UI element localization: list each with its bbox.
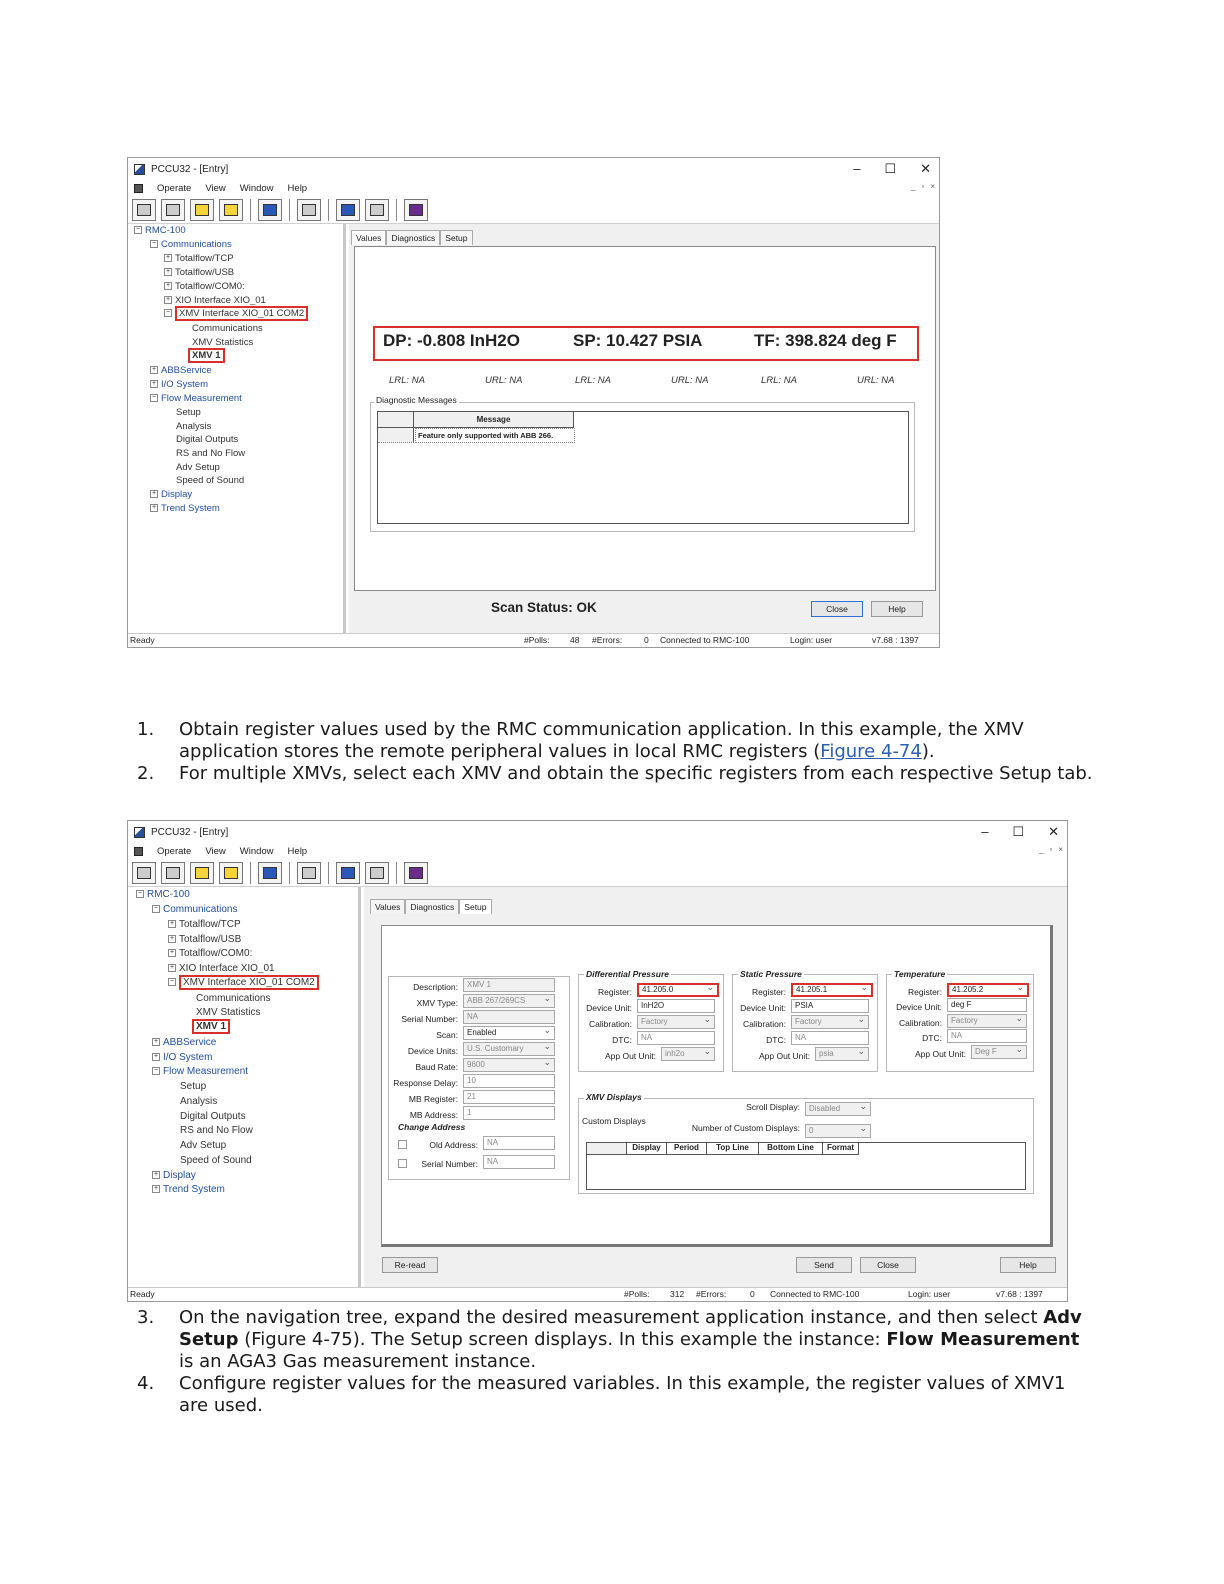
status-polls-label: #Polls: [624,1289,650,1299]
status-polls: 312 [670,1289,685,1299]
tree-xmv-interface[interactable]: − XMV Interface XIO_01 COM2 [168,977,319,988]
step-1-line-2: application stores the remote peripheral values in local RMC registers (Figure 4-74). [179,741,935,762]
values-panel [354,246,936,591]
tree-flow-digital-outputs[interactable]: Digital Outputs [180,1111,246,1122]
reread-button[interactable]: Re-read [382,1257,438,1273]
menu-view[interactable]: View [205,845,226,857]
number-custom-displays-select[interactable]: 0 ⌄ [805,1124,871,1138]
tree-xmv-1[interactable]: XMV 1 [192,1021,230,1032]
temp-app-out-label: App Out Unit: [914,1049,966,1059]
old-address-field[interactable]: NA [483,1136,555,1150]
tree-flow-rs-no-flow[interactable]: RS and No Flow [176,448,246,459]
tree-communications[interactable]: − Communications [153,904,238,915]
change-address-title: Change Address [398,1122,466,1132]
sp-unit-field[interactable]: PSIA [791,999,869,1013]
help-book-icon[interactable] [404,862,428,884]
step-4-line-1: Configure register values for the measured variables. In this example, the register values of XMV1 [179,1373,1066,1394]
xmv-displays-title: XMV Displays [586,1092,642,1102]
instruction-list-2 [137,1307,1097,1417]
app-icon [134,164,145,175]
description-field[interactable]: XMV 1 [463,978,555,992]
step-3-line-3: is an AGA3 Gas measurement instance. [179,1351,537,1372]
temp-dtc-label: DTC: [922,1033,942,1043]
tab-setup[interactable]: Setup [440,230,472,245]
temp-calibration-select[interactable]: Factory ⌄ [947,1014,1027,1028]
entry-icon[interactable] [161,199,185,221]
tree-flow-adv-setup[interactable]: Adv Setup [176,462,220,473]
status-polls-label: #Polls: [524,635,550,645]
status-connected: Connected to RMC-100 [660,635,750,645]
tab-strip [351,230,473,245]
status-bar [128,1287,1067,1301]
dp-unit-field[interactable]: InH2O [637,999,715,1013]
dp-url: URL: NA [485,375,523,386]
id-icon[interactable] [336,862,360,884]
tree-abbservice[interactable]: + ABBService [153,1037,217,1048]
menu-window[interactable]: Window [239,845,274,857]
xmv-type-select[interactable]: ABB 267/269CS ⌄ [463,994,555,1008]
device-units-select[interactable]: U.S. Customary ⌄ [463,1042,555,1056]
close-icon[interactable]: ✕ [1048,824,1059,839]
tab-diagnostics[interactable]: Diagnostics [386,230,440,245]
help-button[interactable]: Help [1000,1257,1056,1273]
tree-xio-interface[interactable]: + XIO Interface XIO_01 [165,295,266,306]
sp-dtc-field[interactable]: NA [791,1031,869,1045]
diagnostic-messages-title: Diagnostic Messages [376,395,457,405]
title-bar [128,158,939,180]
status-version: v7.68 : 1397 [872,635,919,645]
menu-help[interactable]: Help [287,182,308,194]
response-delay-label: Response Delay: [393,1078,458,1088]
baud-rate-label: Baud Rate: [415,1062,458,1072]
tree-flow-measurement[interactable]: − Flow Measurement [153,1066,249,1077]
temp-unit-label: Device Unit: [896,1002,942,1012]
maximize-icon[interactable]: ☐ [1012,824,1025,839]
network-icon[interactable] [297,862,321,884]
col-format: Format [823,1143,859,1155]
tree-totalflow-usb[interactable]: + Totalflow/USB [165,267,235,278]
mb-address-label: MB Address: [409,1110,458,1120]
diagnostic-grid [377,411,909,524]
message-header: Message [414,412,574,428]
tree-flow-speed-of-sound[interactable]: Speed of Sound [176,475,245,486]
tree-totalflow-com0[interactable]: + Totalflow/COM0: [165,281,245,292]
serial-checkbox[interactable] [398,1159,407,1168]
tree-root[interactable]: − RMC-100 [137,889,190,900]
tf-lrl: LRL: NA [761,375,797,386]
tree-totalflow-usb[interactable]: + Totalflow/USB [169,934,242,945]
step-3-line-2: Setup (Figure 4-75). The Setup screen displays. In this example the instance: Flow Measurement [179,1329,1080,1350]
status-errors-label: #Errors: [696,1289,727,1299]
temp-register-label: Register: [907,987,942,997]
tree-xmv-statistics[interactable]: XMV Statistics [192,337,254,348]
sp-dtc-label: DTC: [766,1035,786,1045]
temp-unit-field[interactable]: deg F [947,998,1027,1012]
instruction-list-1 [137,719,1097,789]
minimize-icon[interactable]: – [981,824,989,839]
monitor-icon[interactable] [258,862,282,884]
temp-dtc-field[interactable]: NA [947,1029,1027,1043]
tab-setup[interactable]: Setup [459,899,491,914]
number-custom-displays-label: Number of Custom Displays: [691,1123,800,1133]
dp-app-out-select[interactable]: inh2o ⌄ [661,1047,715,1061]
diagnostic-message-row[interactable]: Feature only supported with ABB 266. [415,428,575,443]
maximize-icon[interactable]: ☐ [884,161,897,176]
change-serial-label: Serial Number: [421,1159,478,1169]
tab-values[interactable]: Values [351,230,386,245]
tree-xmv-interface[interactable]: − XMV Interface XIO_01 COM2 [164,308,308,319]
serial-number-label: Serial Number: [401,1014,458,1024]
navigation-tree [128,224,346,633]
tree-flow-speed-of-sound[interactable]: Speed of Sound [180,1155,252,1166]
status-login: Login: user [790,635,833,645]
sp-value: SP: 10.427 PSIA [573,331,703,350]
temp-title: Temperature [894,969,946,979]
sp-calibration-label: Calibration: [743,1019,786,1029]
network-icon[interactable] [297,199,321,221]
tree-display[interactable]: + Display [153,1170,196,1181]
status-ready: Ready [130,635,155,645]
tab-strip [370,899,492,914]
dp-lrl: LRL: NA [389,375,425,386]
xmv-type-label: XMV Type: [416,998,458,1008]
status-bar [128,633,939,647]
tree-flow-measurement[interactable]: − Flow Measurement [151,393,242,404]
tree-xmv-1[interactable]: XMV 1 [188,350,225,361]
close-button[interactable]: Close [811,601,863,617]
menu-bar [128,843,1067,859]
custom-displays-label: Custom Displays [582,1116,646,1126]
tree-totalflow-com0[interactable]: + Totalflow/COM0: [169,948,253,959]
scan-label: Scan: [436,1030,458,1040]
navigation-tree [128,887,361,1287]
status-errors: 0 [750,1289,755,1299]
title-bar [128,821,1067,843]
mdi-controls[interactable]: _ ▫ × [911,182,935,191]
help-button[interactable]: Help [871,601,923,617]
tree-flow-setup[interactable]: Setup [176,407,201,418]
status-ready: Ready [130,1289,155,1299]
app-icon [134,827,145,838]
dp-dtc-label: DTC: [612,1035,632,1045]
collect-icon[interactable] [190,199,214,221]
figure-4-74-link[interactable]: Figure 4-74 [820,741,922,762]
menu-bar [128,180,939,196]
entry-icon[interactable] [161,862,185,884]
setup-panel [381,925,1053,1247]
sp-calibration-select[interactable]: Factory ⌄ [791,1015,869,1029]
sp-register-select[interactable]: 41.205.1 ⌄ [791,983,873,997]
refresh-icon[interactable] [219,199,243,221]
tf-url: URL: NA [857,375,895,386]
col-period: Period [667,1143,707,1155]
device-units-label: Device Units: [407,1046,458,1056]
close-button[interactable]: Close [860,1257,916,1273]
old-address-label: Old Address: [429,1140,478,1150]
toolbar [128,196,939,224]
send-button[interactable]: Send [796,1257,852,1273]
tree-flow-analysis[interactable]: Analysis [180,1096,218,1107]
window-title: PCCU32 - [Entry] [151,163,229,175]
tree-flow-adv-setup[interactable]: Adv Setup [180,1140,227,1151]
dp-calibration-select[interactable]: Factory ⌄ [637,1015,715,1029]
tree-flow-digital-outputs[interactable]: Digital Outputs [176,434,239,445]
tree-xmv-communications[interactable]: Communications [196,993,271,1004]
tree-totalflow-tcp[interactable]: + Totalflow/TCP [165,253,234,264]
refresh-icon[interactable] [219,862,243,884]
setup-icon[interactable] [365,862,389,884]
step-1-line-1: Obtain register values used by the RMC communication application. In this example, the XMV [179,719,1024,740]
local-connect-icon[interactable] [132,862,156,884]
old-address-checkbox[interactable] [398,1140,407,1149]
dp-dtc-field[interactable]: NA [637,1031,715,1045]
description-label: Description: [413,982,458,992]
sp-url: URL: NA [671,375,709,386]
mb-register-label: MB Register: [408,1094,458,1104]
temp-calibration-label: Calibration: [899,1018,942,1028]
dp-title: Differential Pressure [586,969,669,979]
help-book-icon[interactable] [404,199,428,221]
tree-totalflow-tcp[interactable]: + Totalflow/TCP [169,919,241,930]
pccu-window-setup [127,820,1068,1302]
menu-window[interactable]: Window [239,182,274,194]
window-title: PCCU32 - [Entry] [151,826,229,838]
close-icon[interactable]: ✕ [920,161,931,176]
dp-app-out-label: App Out Unit: [604,1051,656,1061]
status-errors: 0 [644,635,649,645]
pccu-window-values [127,157,940,648]
tab-values[interactable]: Values [370,899,405,914]
step-3-line-1: On the navigation tree, expand the desired measurement application instance, and then select Adv [179,1307,1082,1328]
content-area [364,887,1067,1287]
sp-lrl: LRL: NA [575,375,611,386]
local-connect-icon[interactable] [132,199,156,221]
step-1-number: 1. [137,719,155,740]
tab-diagnostics[interactable]: Diagnostics [405,899,459,914]
step-2-text: For multiple XMVs, select each XMV and obtain the specific registers from each respective Setup tab. [179,763,1093,784]
sp-app-out-select[interactable]: psia ⌄ [815,1047,869,1061]
dp-calibration-label: Calibration: [589,1019,632,1029]
status-errors-label: #Errors: [592,635,623,645]
tree-flow-analysis[interactable]: Analysis [176,421,212,432]
scroll-display-select[interactable]: Disabled ⌄ [805,1102,871,1116]
menu-operate[interactable]: Operate [157,182,192,194]
col-bottom-line: Bottom Line [759,1143,823,1155]
live-values-box [373,326,919,361]
setup-icon[interactable] [365,199,389,221]
change-serial-field[interactable]: NA [483,1155,555,1169]
tree-io-system[interactable]: + I/O System [153,1052,213,1063]
tree-display[interactable]: + Display [151,489,193,500]
tree-xmv-statistics[interactable]: XMV Statistics [196,1007,261,1018]
tree-flow-rs-no-flow[interactable]: RS and No Flow [180,1125,253,1136]
tree-communications[interactable]: − Communications [151,239,232,250]
step-3-number: 3. [137,1307,155,1328]
scan-status: Scan Status: OK [491,600,597,615]
monitor-icon[interactable] [258,199,282,221]
tf-value: TF: 398.824 deg F [754,331,897,350]
tree-io-system[interactable]: + I/O System [151,379,208,390]
baud-rate-select[interactable]: 9600 ⌄ [463,1058,555,1072]
dp-register-select[interactable]: 41.205.0 ⌄ [637,983,719,997]
mb-address-field[interactable]: 1 [463,1106,555,1120]
sp-unit-label: Device Unit: [740,1003,786,1013]
tree-trend-system[interactable]: + Trend System [153,1184,225,1195]
step-4-line-2: are used. [179,1395,263,1416]
temp-register-select[interactable]: 41.205.2 ⌄ [947,983,1029,997]
dp-unit-label: Device Unit: [586,1003,632,1013]
step-2-number: 2. [137,763,155,784]
status-login: Login: user [908,1289,951,1299]
temp-app-out-select[interactable]: Deg F ⌄ [971,1045,1027,1059]
scan-select[interactable]: Enabled ⌄ [463,1026,555,1040]
sp-register-label: Register: [751,987,786,997]
tree-xio-interface[interactable]: + XIO Interface XIO_01 [169,963,275,974]
col-display: Display [627,1143,667,1155]
toolbar [128,859,1067,887]
tree-root[interactable]: − RMC-100 [135,225,186,236]
menu-operate[interactable]: Operate [157,845,192,857]
dp-value: DP: -0.808 InH2O [383,331,520,350]
response-delay-field[interactable]: 10 [463,1074,555,1088]
sp-title: Static Pressure [740,969,802,979]
id-icon[interactable] [336,199,360,221]
minimize-icon[interactable]: – [853,161,861,176]
tree-abbservice[interactable]: + ABBService [151,365,212,376]
serial-number-field[interactable]: NA [463,1010,555,1024]
content-area [349,224,939,633]
tree-flow-setup[interactable]: Setup [180,1081,207,1092]
custom-displays-grid [586,1142,1026,1190]
collect-icon[interactable] [190,862,214,884]
menu-view[interactable]: View [205,182,226,194]
tree-trend-system[interactable]: + Trend System [151,503,220,514]
status-connected: Connected to RMC-100 [770,1289,860,1299]
status-version: v7.68 : 1397 [996,1289,1043,1299]
menu-help[interactable]: Help [287,845,308,857]
mdi-controls[interactable]: _ ▫ × [1039,845,1063,854]
scroll-display-label: Scroll Display: [746,1102,800,1112]
dp-register-label: Register: [597,987,632,997]
sp-app-out-label: App Out Unit: [758,1051,810,1061]
document-icon [134,847,143,856]
tree-xmv-communications[interactable]: Communications [192,323,263,334]
step-4-number: 4. [137,1373,155,1394]
document-icon [134,184,143,193]
mb-register-field[interactable]: 21 [463,1090,555,1104]
col-top-line: Top Line [707,1143,759,1155]
status-polls: 48 [570,635,580,645]
